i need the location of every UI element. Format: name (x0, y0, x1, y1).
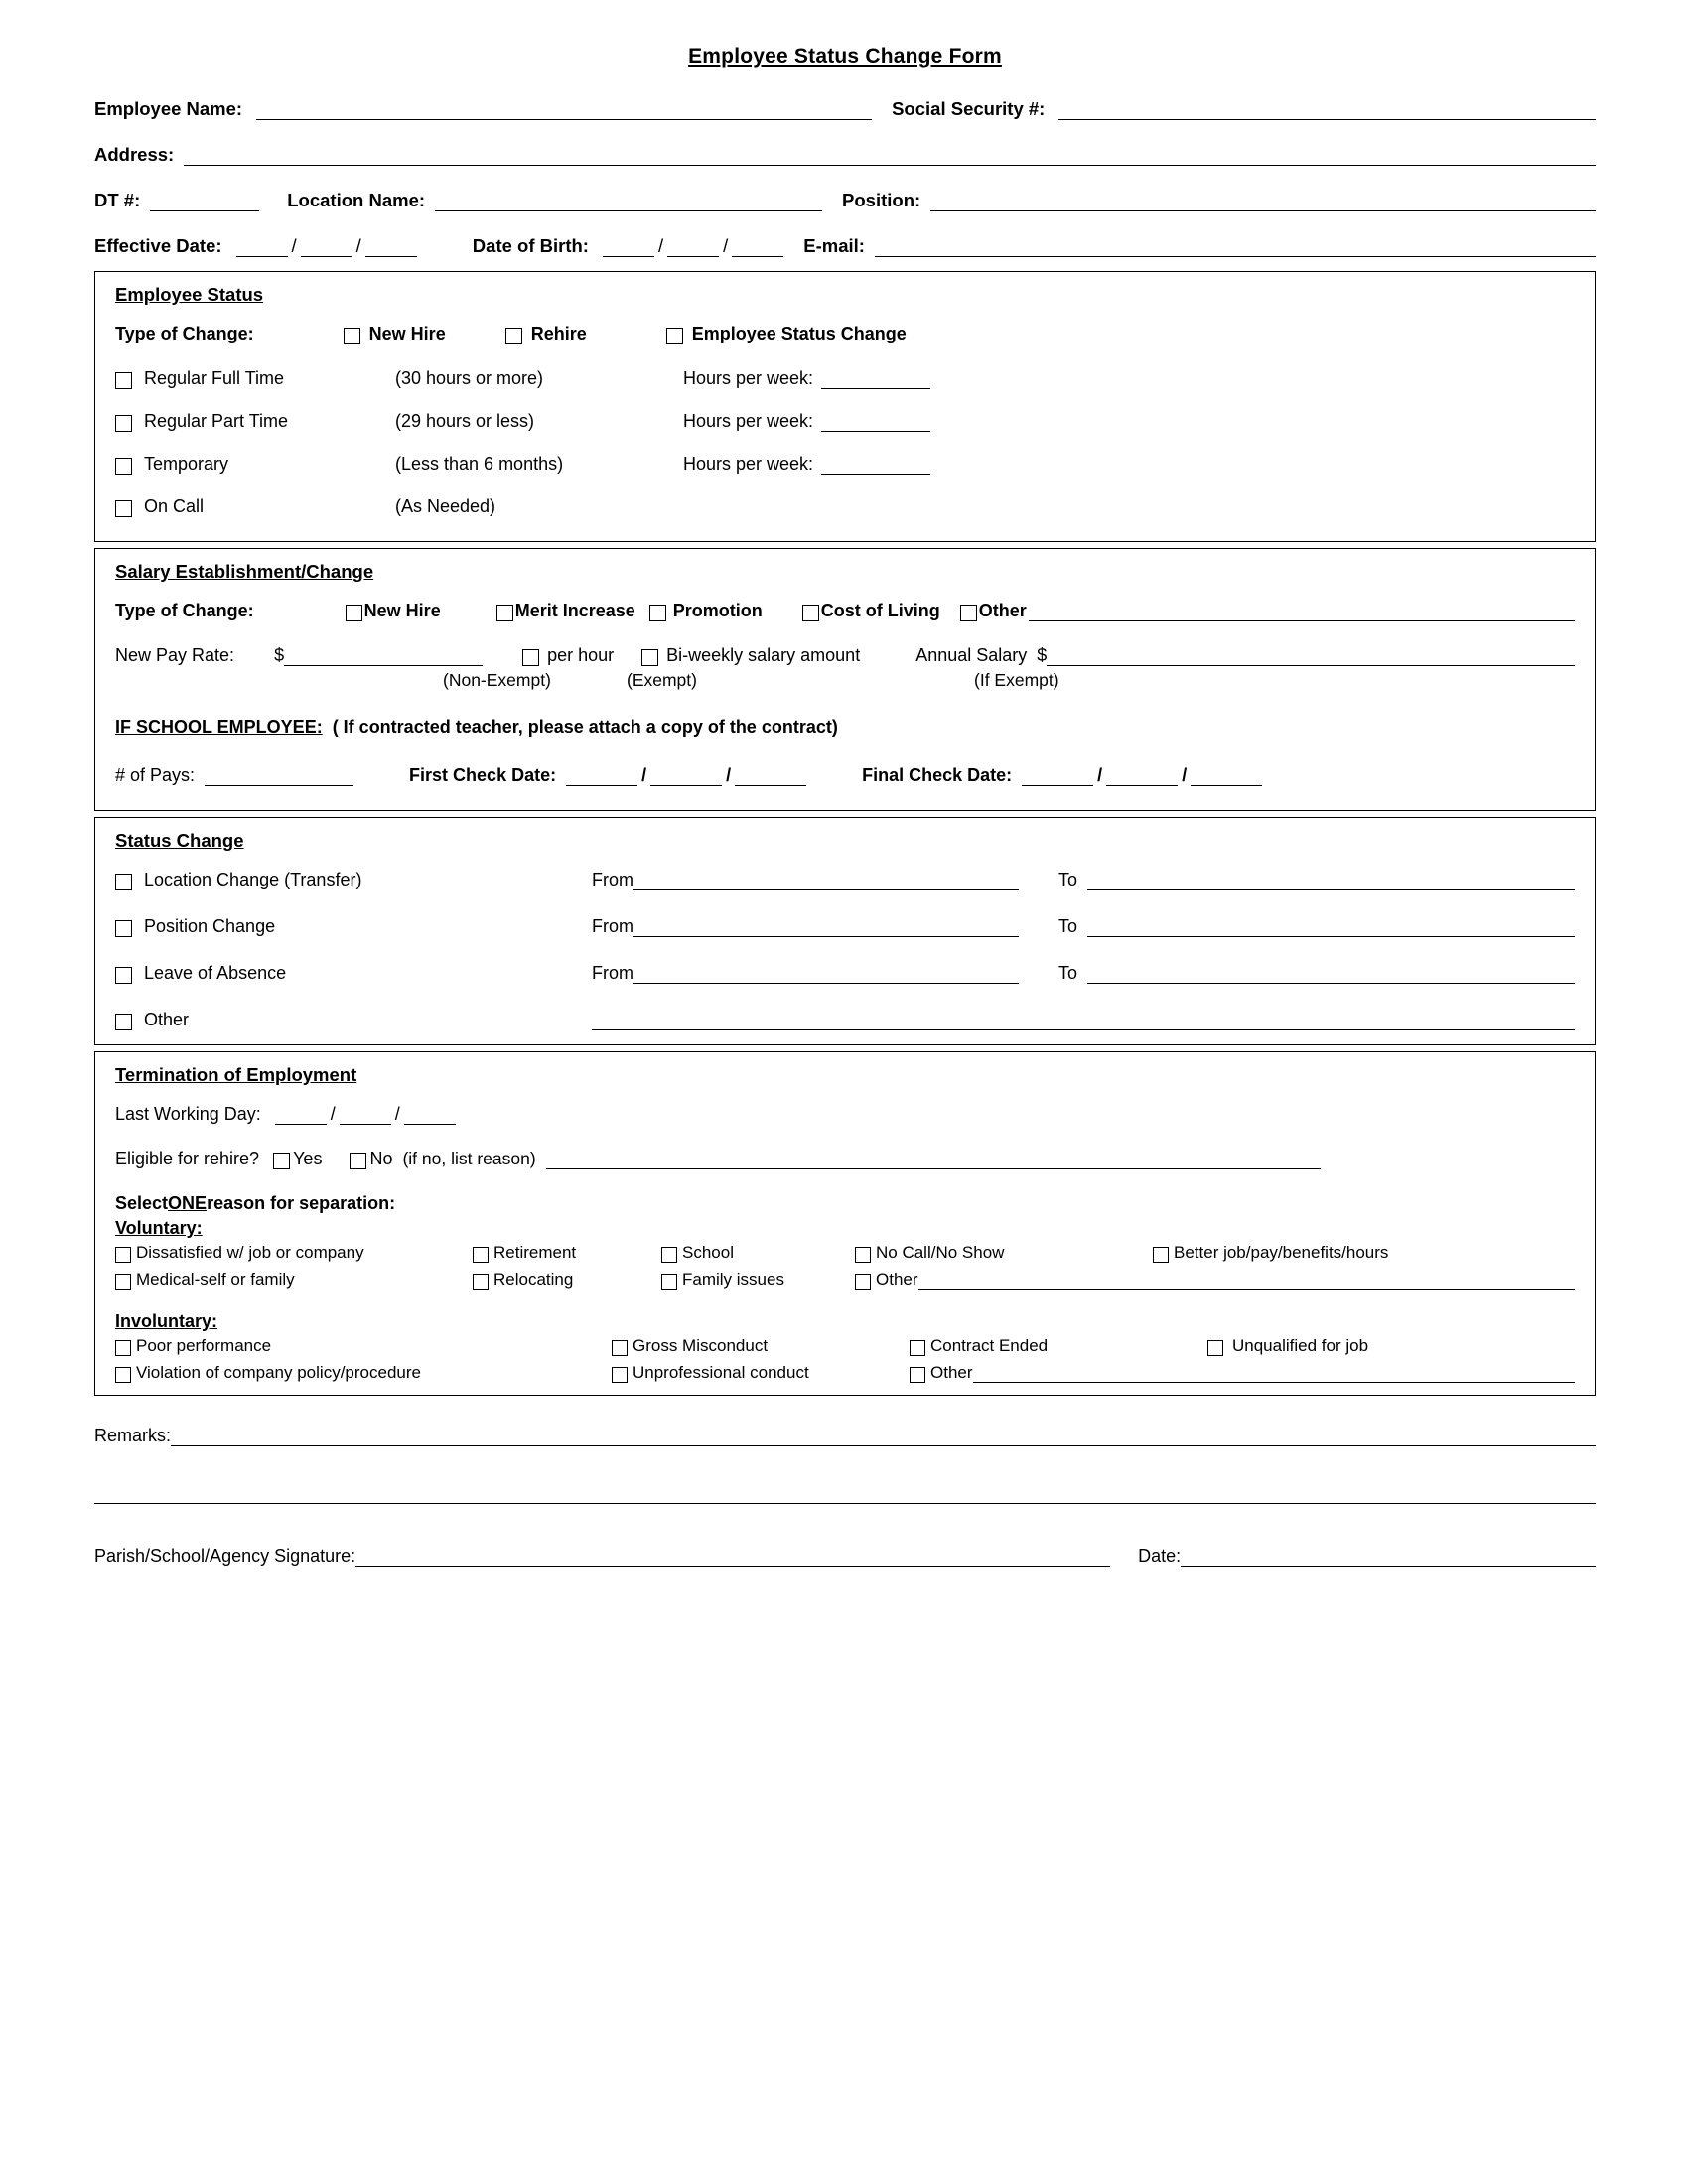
signature-label: Parish/School/Agency Signature: (94, 1546, 356, 1566)
involuntary-heading: Involuntary: (115, 1311, 218, 1331)
checkbox-employee-status-change[interactable] (666, 324, 907, 344)
select-one-emphasis: ONE (168, 1193, 208, 1213)
voluntary-heading: Voluntary: (115, 1218, 203, 1238)
option-label: Retirement (493, 1243, 577, 1262)
checkbox-gross-misconduct[interactable] (612, 1336, 910, 1356)
checkbox-family-issues[interactable] (661, 1270, 855, 1290)
checkbox-school[interactable] (661, 1243, 855, 1263)
last-working-day-row (115, 1104, 1575, 1125)
ssn-input[interactable] (1058, 102, 1596, 120)
checkbox-regular-full-time[interactable] (115, 372, 132, 389)
eligible-for-rehire-row (115, 1149, 1575, 1169)
option-label: Employee Status Change (691, 324, 907, 343)
checkbox-icon[interactable] (115, 1247, 131, 1263)
from-input[interactable] (633, 919, 1019, 937)
checkbox-promotion[interactable] (649, 601, 763, 621)
checkbox-icon[interactable] (505, 328, 522, 344)
checkbox-icon[interactable] (344, 328, 360, 344)
checkbox-cost-of-living[interactable] (802, 601, 940, 621)
effective-date-label: Effective Date: (94, 235, 222, 256)
dollar-sign: $ (274, 645, 285, 665)
new-pay-rate-label: New Pay Rate: (115, 645, 235, 665)
checkbox-icon[interactable] (1153, 1247, 1169, 1263)
checkbox-salary-other[interactable] (960, 601, 1027, 621)
option-label: School (682, 1243, 734, 1262)
checkbox-new-hire-status[interactable] (344, 324, 446, 344)
status-row-regular-full-time (115, 368, 1575, 389)
ssn-label: Social Security #: (892, 98, 1046, 119)
checkbox-contract-ended[interactable] (910, 1336, 1207, 1356)
option-label: Cost of Living (820, 601, 940, 620)
page-title: Employee Status Change Form (688, 45, 1002, 68)
hours-input[interactable] (821, 417, 930, 432)
checkbox-icon[interactable] (1207, 1340, 1223, 1356)
row-note: (30 hours or more) (395, 368, 544, 388)
checkbox-leave-of-absence[interactable] (115, 967, 132, 984)
option-label: Unprofessional conduct (633, 1363, 809, 1382)
checkbox-salary-new-hire[interactable] (346, 601, 441, 621)
voluntary-other-input[interactable] (918, 1272, 1575, 1290)
checkbox-biweekly-salary[interactable] (641, 645, 860, 666)
remarks-label: Remarks: (94, 1426, 172, 1445)
from-label: From (592, 870, 633, 889)
checkbox-icon[interactable] (910, 1367, 925, 1383)
checkbox-icon[interactable] (473, 1247, 489, 1263)
from-input[interactable] (633, 966, 1019, 984)
option-label: Other (930, 1363, 973, 1382)
per-hour-subnote: (Non-Exempt) (443, 670, 551, 690)
voluntary-row-1 (115, 1243, 1575, 1263)
employee-status-section (94, 271, 1596, 542)
annual-dollar-sign: $ (1037, 645, 1048, 665)
checkbox-icon[interactable] (910, 1340, 925, 1356)
option-label: No Call/No Show (876, 1243, 1005, 1262)
effective-date-input[interactable]: / / (236, 235, 417, 257)
address-input[interactable] (184, 148, 1596, 166)
check-dates-row (115, 765, 1575, 786)
option-label: Gross Misconduct (633, 1336, 769, 1355)
hours-input[interactable] (821, 374, 930, 389)
involuntary-other-input[interactable] (973, 1365, 1575, 1383)
date-of-birth-input[interactable]: / / (603, 235, 783, 257)
checkbox-policy-violation[interactable] (115, 1363, 612, 1383)
option-label: New Hire (363, 601, 441, 620)
first-check-date-input[interactable]: / / (566, 765, 806, 786)
to-input[interactable] (1087, 873, 1575, 890)
status-change-row-leave (115, 963, 1575, 984)
status-change-heading: Status Change (115, 830, 244, 851)
option-label: Merit Increase (514, 601, 635, 620)
row-label: Regular Full Time (144, 368, 285, 388)
voluntary-row-2 (115, 1270, 1575, 1290)
row-note: (Less than 6 months) (395, 454, 564, 474)
school-employee-note: ( If contracted teacher, please attach a copy of the contract) (332, 717, 838, 737)
row-note: (As Needed) (395, 496, 496, 516)
from-label: From (592, 916, 633, 936)
checkbox-icon[interactable] (612, 1340, 628, 1356)
option-label: Better job/pay/benefits/hours (1174, 1243, 1389, 1262)
checkbox-better-job[interactable] (1153, 1243, 1388, 1263)
employee-status-heading: Employee Status (115, 284, 264, 305)
checkbox-icon[interactable] (661, 1274, 677, 1290)
checkbox-position-change[interactable] (115, 920, 132, 937)
checkbox-poor-performance[interactable] (115, 1336, 612, 1356)
row-label: Location Change (Transfer) (144, 870, 362, 889)
employee-name-input[interactable] (256, 102, 872, 120)
option-label: Contract Ended (930, 1336, 1049, 1355)
checkbox-icon[interactable] (960, 605, 977, 621)
option-label: Family issues (682, 1270, 784, 1289)
checkbox-icon[interactable] (273, 1153, 290, 1169)
hours-input[interactable] (821, 460, 930, 475)
address-label: Address: (94, 144, 175, 165)
option-label: Poor performance (136, 1336, 272, 1355)
number-of-pays-label: # of Pays: (115, 765, 196, 785)
date-of-birth-label: Date of Birth: (472, 235, 589, 256)
select-one-suffix: reason for separation: (207, 1193, 396, 1213)
position-label: Position: (842, 190, 921, 210)
annual-subnote: (If Exempt) (974, 670, 1059, 690)
remarks-row-2 (94, 1486, 1596, 1504)
option-label: per hour (547, 645, 615, 665)
checkbox-status-change-other[interactable] (115, 1014, 132, 1030)
remarks-row (94, 1426, 1596, 1446)
remarks-input[interactable] (171, 1429, 1596, 1446)
checkbox-icon[interactable] (666, 328, 683, 344)
last-working-day-label: Last Working Day: (115, 1104, 261, 1124)
status-change-section (94, 817, 1596, 1045)
checkbox-regular-part-time[interactable] (115, 415, 132, 432)
status-row-on-call (115, 496, 1575, 517)
position-input[interactable] (930, 194, 1596, 211)
row-label: On Call (144, 496, 205, 516)
date-input[interactable] (1181, 1549, 1596, 1567)
option-label: Rehire (530, 324, 587, 343)
status-change-row-location (115, 870, 1575, 890)
new-pay-rate-input[interactable] (284, 648, 483, 666)
email-label: E-mail: (803, 235, 865, 256)
location-name-input[interactable] (435, 194, 822, 211)
employee-name-row (94, 98, 1596, 120)
checkbox-icon[interactable] (350, 1153, 366, 1169)
checkbox-relocating[interactable] (473, 1270, 661, 1290)
hours-label: Hours per week: (683, 411, 814, 431)
salary-type-row (115, 601, 1575, 621)
termination-section (94, 1051, 1596, 1396)
option-label: Other (978, 601, 1027, 620)
option-label: Dissatisfied w/ job or company (136, 1243, 364, 1262)
salary-other-input[interactable] (1029, 604, 1575, 621)
salary-section (94, 548, 1596, 811)
dt-location-position-row (94, 190, 1596, 211)
checkbox-medical[interactable] (115, 1270, 473, 1290)
dt-input[interactable] (150, 194, 259, 211)
checkbox-icon[interactable] (115, 1274, 131, 1290)
checkbox-no-call-no-show[interactable] (855, 1243, 1153, 1263)
employee-status-type-row (115, 324, 1575, 344)
checkbox-icon[interactable] (115, 1340, 131, 1356)
status-change-row-position (115, 916, 1575, 937)
salary-type-label: Type of Change: (115, 601, 254, 620)
checkbox-icon[interactable] (855, 1247, 871, 1263)
to-label: To (1058, 963, 1078, 983)
checkbox-icon[interactable] (649, 605, 666, 621)
involuntary-heading-row (115, 1311, 1575, 1332)
checkbox-on-call[interactable] (115, 500, 132, 517)
checkbox-rehire-no[interactable] (350, 1149, 392, 1169)
biweekly-subnote: (Exempt) (627, 670, 697, 690)
employee-name-label: Employee Name: (94, 98, 243, 119)
email-input[interactable] (875, 239, 1596, 257)
checkbox-rehire-status[interactable] (505, 324, 587, 344)
involuntary-row-1 (115, 1336, 1575, 1356)
salary-heading: Salary Establishment/Change (115, 561, 374, 582)
location-name-label: Location Name: (287, 190, 426, 210)
status-change-other-input[interactable] (592, 1013, 1575, 1030)
checkbox-icon[interactable] (346, 605, 362, 621)
first-check-date-label: First Check Date: (409, 765, 557, 785)
option-label: Relocating (493, 1270, 574, 1289)
address-row (94, 144, 1596, 166)
option-label: Yes (293, 1149, 323, 1168)
checkbox-dissatisfied[interactable] (115, 1243, 473, 1263)
option-label: No (369, 1149, 393, 1168)
row-label: Regular Part Time (144, 411, 289, 431)
to-label: To (1058, 916, 1078, 936)
number-of-pays-input[interactable] (205, 768, 353, 786)
option-label: Promotion (672, 601, 763, 620)
final-check-date-label: Final Check Date: (862, 765, 1013, 785)
from-label: From (592, 963, 633, 983)
termination-heading: Termination of Employment (115, 1064, 357, 1085)
checkbox-retirement[interactable] (473, 1243, 661, 1263)
select-one-reason-row (115, 1193, 1575, 1214)
checkbox-voluntary-other[interactable] (855, 1270, 1575, 1290)
checkbox-unprofessional-conduct[interactable] (612, 1363, 910, 1383)
checkbox-icon[interactable] (802, 605, 819, 621)
remarks-input-2[interactable] (94, 1486, 1596, 1504)
option-label: Medical-self or family (136, 1270, 295, 1289)
eligible-for-rehire-label: Eligible for rehire? (115, 1149, 260, 1168)
option-label: New Hire (368, 324, 446, 343)
select-one-prefix: Select (115, 1193, 169, 1213)
final-check-date-input[interactable]: / / (1022, 765, 1262, 786)
no-reason-input[interactable] (546, 1152, 1321, 1169)
to-input[interactable] (1087, 966, 1575, 984)
signature-row (94, 1546, 1596, 1567)
signature-input[interactable] (355, 1549, 1110, 1567)
checkbox-involuntary-other[interactable] (910, 1363, 1575, 1383)
status-change-row-other (115, 1010, 1575, 1030)
checkbox-per-hour[interactable] (522, 645, 614, 666)
checkbox-icon[interactable] (522, 649, 539, 666)
checkbox-icon[interactable] (473, 1274, 489, 1290)
pay-rate-subnotes-row (115, 670, 1575, 691)
row-label: Other (144, 1010, 190, 1029)
row-label: Position Change (144, 916, 276, 936)
to-input[interactable] (1087, 919, 1575, 937)
school-employee-heading: IF SCHOOL EMPLOYEE: (115, 717, 323, 737)
row-label: Leave of Absence (144, 963, 287, 983)
annual-salary-input[interactable] (1047, 648, 1575, 666)
option-label: Bi-weekly salary amount (666, 645, 861, 665)
last-working-day-input[interactable]: / / (275, 1104, 456, 1125)
checkbox-icon[interactable] (496, 605, 513, 621)
school-employee-row (115, 717, 1575, 738)
checkbox-icon[interactable] (855, 1274, 871, 1290)
hours-label: Hours per week: (683, 368, 814, 388)
checkbox-location-change[interactable] (115, 874, 132, 890)
voluntary-heading-row (115, 1218, 1575, 1239)
no-reason-note: (if no, list reason) (402, 1149, 536, 1168)
checkbox-temporary[interactable] (115, 458, 132, 475)
employee-status-type-label: Type of Change: (115, 324, 254, 343)
hours-label: Hours per week: (683, 454, 814, 474)
from-input[interactable] (633, 873, 1019, 890)
checkbox-icon[interactable] (115, 1367, 131, 1383)
checkbox-icon[interactable] (641, 649, 658, 666)
annual-salary-label: Annual Salary (915, 645, 1028, 665)
option-label: Unqualified for job (1232, 1336, 1369, 1355)
new-pay-rate-row (115, 645, 1575, 666)
effective-dob-email-row (94, 235, 1596, 257)
involuntary-row-2 (115, 1363, 1575, 1383)
dt-label: DT #: (94, 190, 141, 210)
date-label: Date: (1138, 1546, 1182, 1566)
checkbox-rehire-yes[interactable] (273, 1149, 322, 1169)
status-row-regular-part-time (115, 411, 1575, 432)
row-note: (29 hours or less) (395, 411, 535, 431)
option-label: Violation of company policy/procedure (136, 1363, 421, 1382)
status-row-temporary (115, 454, 1575, 475)
checkbox-merit-increase[interactable] (496, 601, 635, 621)
row-label: Temporary (144, 454, 229, 474)
to-label: To (1058, 870, 1078, 889)
checkbox-unqualified[interactable] (1207, 1336, 1368, 1356)
option-label: Other (876, 1270, 918, 1289)
checkbox-icon[interactable] (612, 1367, 628, 1383)
checkbox-icon[interactable] (661, 1247, 677, 1263)
